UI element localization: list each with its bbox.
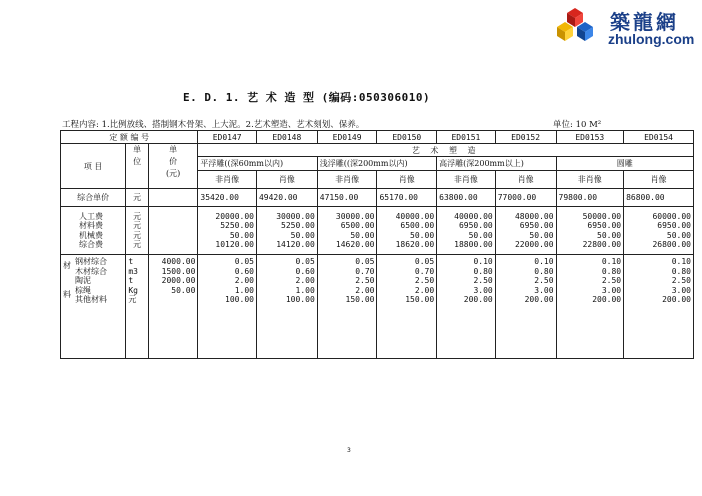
cost-values: 50000.00 6950.00 50.00 22800.00 [556,207,624,255]
page-number: 3 [347,447,351,454]
group-header: 圆雕 [556,157,693,171]
code-cell: ED0150 [377,131,437,144]
code-cell: ED0147 [198,131,257,144]
materials-units: t m3 t Kg 元 [126,255,149,359]
item-label: 项 目 [61,144,126,189]
subtype-cell: 肖像 [624,171,694,189]
code-cell: ED0149 [317,131,377,144]
cost-units: 元 元 元 元 [126,207,149,255]
cost-prices [148,207,198,255]
composite-price [148,189,198,207]
materials-values: 0.05 0.60 2.00 1.00 100.00 [256,255,317,359]
cost-values: 48000.00 6950.00 50.00 22000.00 [495,207,556,255]
materials-values: 0.10 0.80 2.50 3.00 200.00 [495,255,556,359]
materials-names-cell [61,255,126,359]
cost-labels: 人工费 材料费 机械费 综合费 [61,207,126,255]
measure-unit: 单位: 10 M² [553,120,602,130]
work-content: 工程内容: 1.比例放线、搭制钢木骨架、上大泥。2.艺术塑造、艺术刻划、保养。 [62,120,365,130]
logo-cubes-icon [553,6,597,46]
logo-chinese-text: 築龍網 [610,10,679,34]
unit-header: 单 位 [126,144,149,189]
composite-label: 综合单价 [61,189,126,207]
quota-table [60,130,694,359]
composite-value: 79800.00 [556,189,624,207]
code-cell: ED0154 [624,131,694,144]
materials-values: 0.10 0.80 2.50 3.00 200.00 [624,255,694,359]
materials-values: 0.05 0.70 2.50 2.00 150.00 [377,255,437,359]
code-cell: ED0148 [256,131,317,144]
cost-values: 40000.00 6500.00 50.00 18620.00 [377,207,437,255]
logo-domain-text: zhulong.com [608,31,695,47]
group-header: 平浮雕((深60mm以内) [198,157,317,171]
subtype-cell: 肖像 [495,171,556,189]
table-row-composite [61,189,694,207]
materials-side-label: 材 料 [63,261,71,299]
composite-value: 47150.00 [317,189,377,207]
section-title: E. D. 1. 艺 术 造 型 (编码:050306010) [183,91,431,104]
composite-value: 86800.00 [624,189,694,207]
table-row-category [61,144,694,157]
cost-values: 40000.00 6950.00 50.00 18800.00 [437,207,496,255]
subtype-cell: 非肖像 [198,171,257,189]
materials-values: 0.05 0.60 2.00 1.00 100.00 [198,255,257,359]
composite-value: 49420.00 [256,189,317,207]
composite-value: 35420.00 [198,189,257,207]
code-cell: ED0153 [556,131,624,144]
cost-values: 20000.00 5250.00 50.00 10120.00 [198,207,257,255]
materials-values: 0.10 0.80 2.50 3.00 200.00 [437,255,496,359]
site-logo [553,4,698,48]
materials-values: 0.05 0.70 2.50 2.00 150.00 [317,255,377,359]
cost-values: 60000.00 6950.00 50.00 26800.00 [624,207,694,255]
subtype-cell: 非肖像 [317,171,377,189]
subtype-cell: 肖像 [377,171,437,189]
composite-value: 65170.00 [377,189,437,207]
composite-unit: 元 [126,189,149,207]
cost-values: 30000.00 5250.00 50.00 14120.00 [256,207,317,255]
table-row-codes [61,131,694,144]
code-cell: ED0151 [437,131,496,144]
cost-values: 30000.00 6500.00 50.00 14620.00 [317,207,377,255]
materials-prices: 4000.00 1500.00 2000.00 50.00 [148,255,198,359]
group-header: 高浮雕(深200mm以上) [437,157,556,171]
code-cell: ED0152 [495,131,556,144]
table-row-materials [61,255,694,359]
composite-value: 77000.00 [495,189,556,207]
subtype-cell: 肖像 [256,171,317,189]
group-header: 浅浮雕((深200mm以内) [317,157,436,171]
quota-no-label: 定 额 编 号 [61,131,198,144]
table-row-costs [61,207,694,255]
composite-value: 63800.00 [437,189,496,207]
materials-values: 0.10 0.80 2.50 3.00 200.00 [556,255,624,359]
category-header: 艺 术 塑 造 [198,144,694,157]
subtype-cell: 非肖像 [437,171,496,189]
price-header: 单 价 (元) [148,144,198,189]
materials-names: 钢材综合 木材综合 陶泥 棕绳 其他材料 [75,257,107,304]
subtype-cell: 非肖像 [556,171,624,189]
